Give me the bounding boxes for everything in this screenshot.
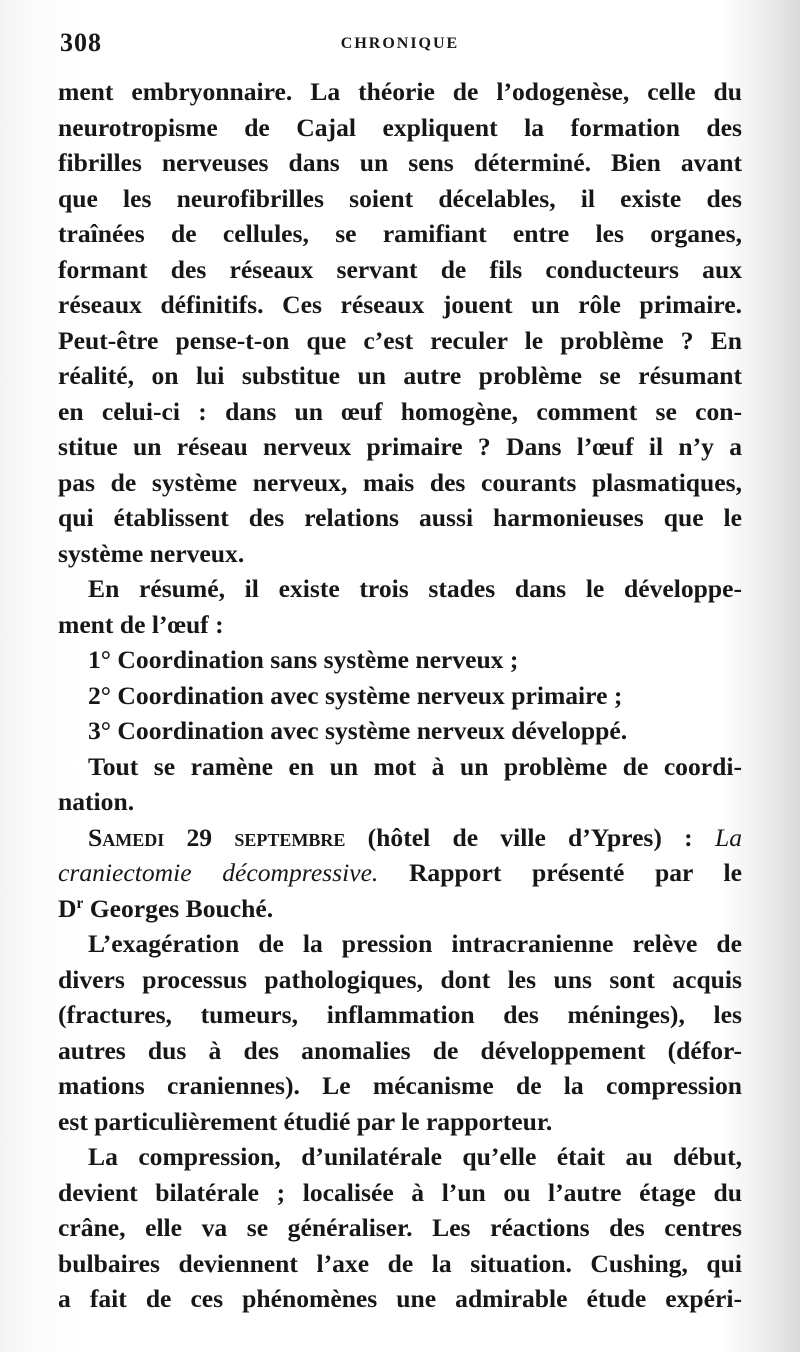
session-title-start: La [714, 822, 742, 852]
text-line: L’exagération de la pression intracranienne relève de [88, 929, 742, 958]
session-day: Samedi [88, 822, 165, 852]
text-line: Peut-être pense-t-on que c’est reculer le problème ? En [58, 325, 742, 355]
text-line: neurotropisme de Cajal expliquent la formation des [58, 112, 742, 142]
text-line: stitue un réseau nerveux primaire ? Dans l’œuf il n’y a [58, 432, 742, 461]
text-line: pas de système nerveux, mais des courants plasmatiques, [58, 467, 742, 497]
text-line: système nerveux. [58, 538, 245, 568]
text-line: bulbaires deviennent l’axe de la situation. Cushing, qui [58, 1248, 742, 1278]
text-line: La compression, d’unilatérale qu’elle était au début, [88, 1142, 742, 1171]
text-line: devient bilatérale ; localisée à l’un ou l’autre étage du [58, 1177, 742, 1207]
text-line: divers processus pathologiques, dont les uns sont acquis [58, 964, 742, 994]
text-line: crâne, elle va se généraliser. Les réactions des centres [58, 1213, 742, 1242]
session-place: (hôtel de ville d’Ypres) : [367, 822, 693, 852]
session-heading-line [58, 855, 742, 891]
text-line: mations craniennes). Le mécanisme de la compression [58, 1071, 742, 1100]
text-line: a fait de ces phénomènes une admirable étude expéri- [58, 1284, 742, 1313]
session-heading-line [58, 891, 742, 927]
text-line: fibrilles nerveuses dans un sens déterminé. Bien avant [58, 148, 742, 177]
text-line: En résumé, il existe trois stades dans le développe- [88, 574, 742, 603]
text-line: ment de l’œuf : [58, 609, 224, 639]
session-date: 29 [186, 822, 213, 852]
list-item: 1° Coordination sans système nerveux ; [88, 645, 519, 674]
session-month: septembre [234, 822, 346, 852]
text-line: qui établissent des relations aussi harmonieuses que le [58, 503, 742, 532]
session-title: craniectomie décompressive. [58, 858, 379, 887]
text-line: ment embryonnaire. La théorie de l’odogenèse, celle du [58, 77, 742, 106]
page-header [60, 28, 740, 62]
session-report: Rapport présenté par le [408, 858, 742, 887]
list-item: 2° Coordination avec système nerveux primaire ; [88, 680, 623, 710]
text-line: formant des réseaux servant de fils conducteurs aux [58, 254, 742, 284]
doctor-name: Georges Bouché. [89, 893, 274, 923]
text-line: est particulièrement étudié par le rapporteur. [58, 1106, 553, 1136]
text-line: en celui-ci : dans un œuf homogène, comment se con- [58, 396, 742, 426]
text-line: (fractures, tumeurs, inflammation des méninges), les [58, 1000, 742, 1029]
page-number: 308 [60, 28, 102, 57]
text-line: Tout se ramène en un mot à un problème de coordi- [88, 751, 742, 781]
doctor-sup: r [76, 894, 84, 912]
text-line: réalité, on lui substitue un autre problème se résumant [58, 361, 742, 390]
body-text [58, 74, 742, 1317]
text-line: que les neurofibrilles soient décelables, il existe des [58, 183, 742, 213]
text-line: réseaux définitifs. Ces réseaux jouent un rôle primaire. [58, 290, 742, 319]
session-heading-line [58, 820, 742, 856]
text-line: nation. [58, 787, 135, 816]
text-line: autres dus à des anomalies de développement (défor- [58, 1035, 742, 1065]
doctor-abbrev: D [58, 893, 77, 923]
list-item: 3° Coordination avec système nerveux développé. [88, 716, 628, 745]
running-head: CHRONIQUE [340, 35, 460, 52]
text-line: traînées de cellules, se ramifiant entre les organes, [58, 219, 742, 248]
